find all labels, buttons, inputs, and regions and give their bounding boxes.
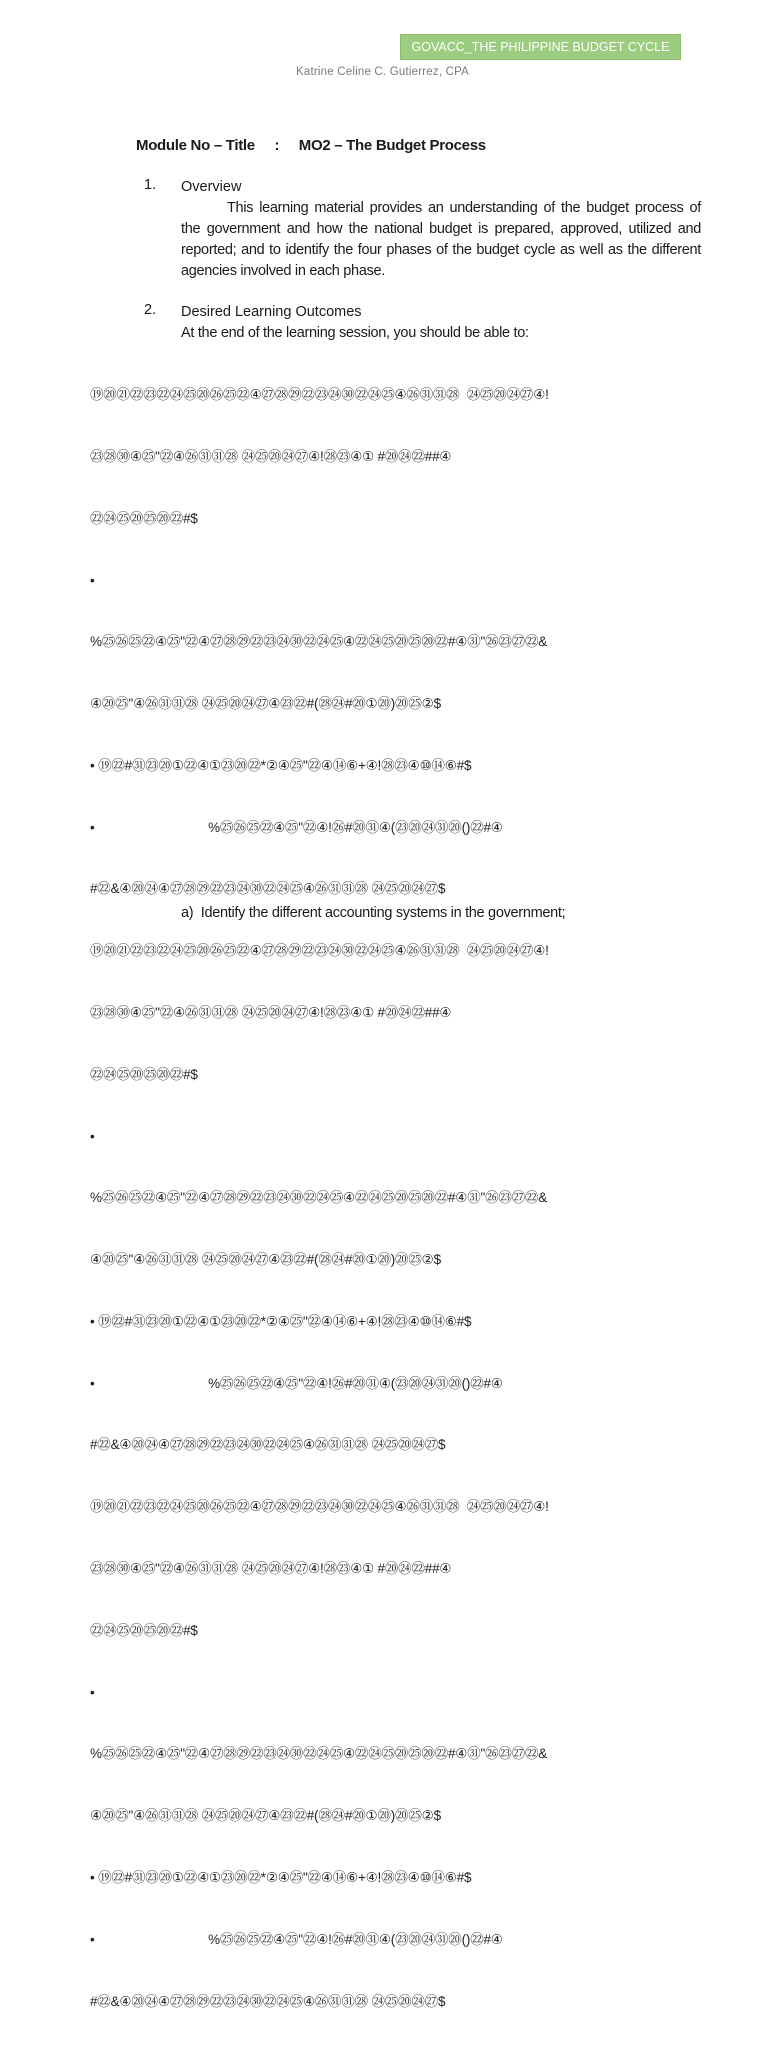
garbled-line: ④⑳㉕"④㉖㉛㉛㉘ ㉔㉕⑳㉔㉗④㉓㉒#(㉘㉔#⑳①⑳)⑳㉕②$ (90, 1252, 441, 1268)
garbled-line: %㉕㉖㉕㉒④㉕"㉒④㉗㉘㉙㉒㉓㉔㉚㉒㉔㉕④㉒㉔㉕⑳㉕⑳㉒#④㉛"㉖㉓㉗㉒& (90, 1190, 548, 1206)
outcome-marker: a) (181, 905, 194, 921)
garbled-line: • ⑲㉒#㉛㉓⑳①㉒④①㉓⑳㉒*②④㉕"㉒④⑭⑥+④!㉘㉓④⑩⑭⑥#$ (90, 757, 472, 773)
overview-body: This learning material provides an understanding of the budget process of the government and how the national budget is prepared, approved, utilized and reported; and to identify the four phases of the budget cycle as well as the different agencies involved in each phase. (181, 200, 701, 279)
author-name: Katrine Celine C. Gutierrez, CPA (296, 66, 469, 78)
section-heading-overview: Overview (181, 179, 242, 195)
module-label: Module No – Title (136, 137, 255, 154)
garbled-line: • %㉕㉖㉕㉒④㉕"㉒④!㉖#⑳㉛④(㉓⑳㉔㉛⑳()㉒#④ (90, 1375, 503, 1391)
garbled-line: ㉒㉔㉕⑳㉕⑳㉒#$ (90, 1622, 198, 1638)
garbled-line: ⑲⑳㉑㉒㉓㉒㉔㉕⑳㉖㉕㉒④㉗㉘㉙㉒㉓㉔㉚㉒㉔㉕④㉖㉛㉛㉘ ㉔㉕⑳㉔㉗④! (90, 943, 549, 959)
garbled-line: • ⑲㉒#㉛㉓⑳①㉒④①㉓⑳㉒*②④㉕"㉒④⑭⑥+④!㉘㉓④⑩⑭⑥#$ (90, 1869, 472, 1885)
garbled-line: ⑲⑳㉑㉒㉓㉒㉔㉕⑳㉖㉕㉒④㉗㉘㉙㉒㉓㉔㉚㉒㉔㉕④㉖㉛㉛㉘ ㉔㉕⑳㉔㉗④! (90, 387, 549, 403)
garbled-line: #㉒&④⑳㉔④㉗㉘㉙㉒㉓㉔㉚㉒㉔㉕④㉖㉛㉛㉘ ㉔㉕⑳㉔㉗$ (90, 881, 446, 897)
overview-paragraph (181, 198, 701, 282)
outcome-text: Identify the different accounting systems in the government; (200, 905, 566, 921)
garbled-line: • %㉕㉖㉕㉒④㉕"㉒④!㉖#⑳㉛④(㉓⑳㉔㉛⑳()㉒#④ (90, 819, 503, 835)
garbled-line: ㉓㉘㉚④㉕"㉒④㉖㉛㉛㉘ ㉔㉕⑳㉔㉗④!㉘㉓④① #⑳㉔㉒##④ (90, 448, 452, 464)
garbled-line: ④⑳㉕"④㉖㉛㉛㉘ ㉔㉕⑳㉔㉗④㉓㉒#(㉘㉔#⑳①⑳)⑳㉕②$ (90, 696, 441, 712)
garbled-line: • %㉕㉖㉕㉒④㉕"㉒④!㉖#⑳㉛④(㉓⑳㉔㉛⑳()㉒#④ (90, 1931, 503, 1947)
garbled-line: ㉓㉘㉚④㉕"㉒④㉖㉛㉛㉘ ㉔㉕⑳㉔㉗④!㉘㉓④① #⑳㉔㉒##④ (90, 1005, 452, 1020)
section-heading-outcomes: Desired Learning Outcomes (181, 304, 362, 320)
garbled-line: • ⑲㉒#㉛㉓⑳①㉒④①㉓⑳㉒*②④㉕"㉒④⑭⑥+④!㉘㉓④⑩⑭⑥#$ (90, 1313, 472, 1329)
garbled-text-block (90, 344, 702, 2048)
garbled-line: ㉒㉔㉕⑳㉕⑳㉒#$ (90, 510, 198, 526)
module-separator: : (274, 137, 280, 154)
garbled-line: %㉕㉖㉕㉒④㉕"㉒④㉗㉘㉙㉒㉓㉔㉚㉒㉔㉕④㉒㉔㉕⑳㉕⑳㉒#④㉛"㉖㉓㉗㉒& (90, 1746, 548, 1762)
outcomes-intro: At the end of the learning session, you should be able to: (181, 325, 529, 341)
course-tag: GOVACC_THE PHILIPPINE BUDGET CYCLE (400, 34, 681, 60)
section-number-1: 1. (144, 177, 157, 193)
garbled-line: • (90, 1128, 95, 1144)
garbled-line: ⑲⑳㉑㉒㉓㉒㉔㉕⑳㉖㉕㉒④㉗㉘㉙㉒㉓㉔㉚㉒㉔㉕④㉖㉛㉛㉘ ㉔㉕⑳㉔㉗④! (90, 1499, 549, 1515)
garbled-line: #㉒&④⑳㉔④㉗㉘㉙㉒㉓㉔㉚㉒㉔㉕④㉖㉛㉛㉘ ㉔㉕⑳㉔㉗$ (90, 1437, 446, 1453)
garbled-line: ㉒㉔㉕⑳㉕⑳㉒#$ (90, 1066, 198, 1082)
module-title (136, 137, 486, 154)
module-value: MO2 – The Budget Process (298, 137, 486, 154)
garbled-line: %㉕㉖㉕㉒④㉕"㉒④㉗㉘㉙㉒㉓㉔㉚㉒㉔㉕④㉒㉔㉕⑳㉕⑳㉒#④㉛"㉖㉓㉗㉒& (90, 634, 548, 650)
garbled-line: #㉒&④⑳㉔④㉗㉘㉙㉒㉓㉔㉚㉒㉔㉕④㉖㉛㉛㉘ ㉔㉕⑳㉔㉗$ (90, 1993, 446, 2009)
garbled-line: • (90, 572, 95, 588)
outcome-item-a (181, 905, 565, 921)
section-number-2: 2. (144, 302, 157, 318)
garbled-line: ㉓㉘㉚④㉕"㉒④㉖㉛㉛㉘ ㉔㉕⑳㉔㉗④!㉘㉓④① #⑳㉔㉒##④ (90, 1561, 452, 1577)
garbled-line: ④⑳㉕"④㉖㉛㉛㉘ ㉔㉕⑳㉔㉗④㉓㉒#(㉘㉔#⑳①⑳)⑳㉕②$ (90, 1808, 441, 1824)
garbled-line: • (90, 1684, 95, 1700)
